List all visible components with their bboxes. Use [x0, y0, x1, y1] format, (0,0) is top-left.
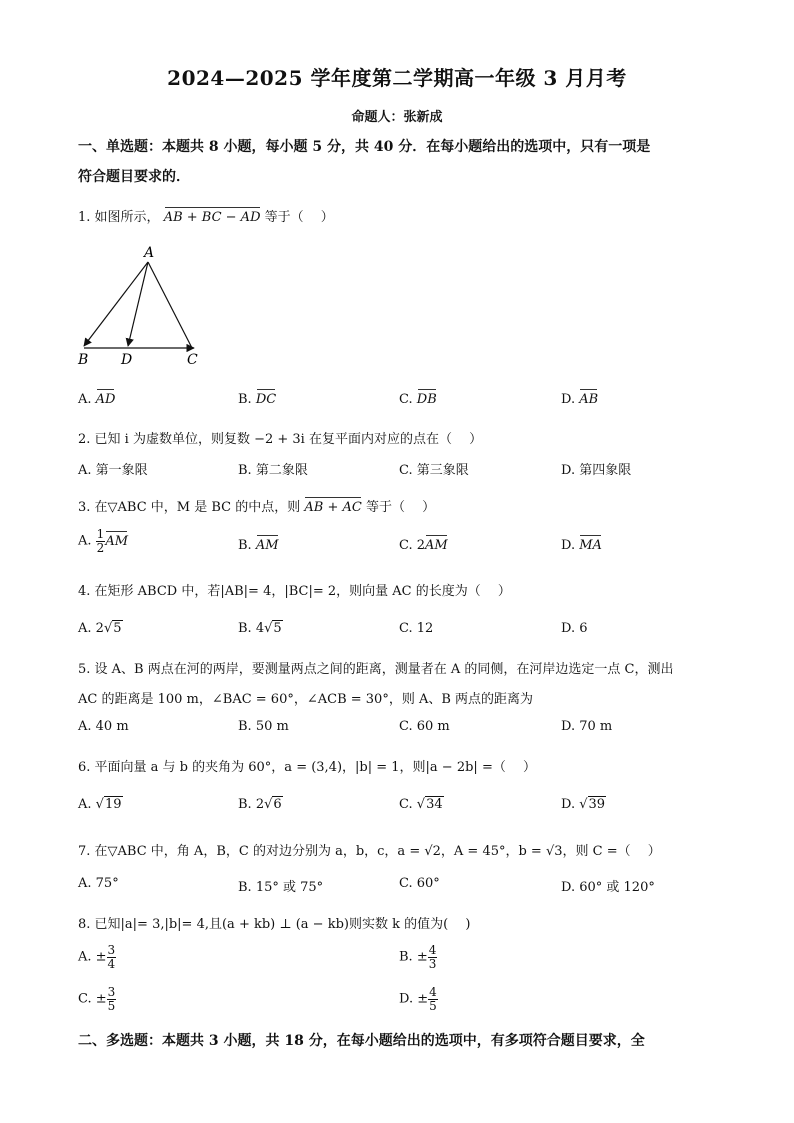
q4-option-b[interactable]: B. 4√5: [238, 621, 282, 636]
q1-triangle-figure: [74, 242, 214, 372]
q7-option-d[interactable]: D. 60° 或 120°: [561, 880, 655, 895]
q3-option-b[interactable]: B. AM: [238, 538, 279, 553]
q8-option-a[interactable]: A. ± $\frac{3}{4}$: [78, 943, 116, 971]
question-6: 6. 平面向量 a 与 b 的夹角为 60°，a = (3,4)，|b| = 1，则|a − 2b| =（ ）: [78, 760, 536, 775]
q3-expression: AB + AC: [304, 500, 362, 515]
section1-heading-line2: 符合题目要求的．: [78, 169, 190, 185]
vertex-label-d: D: [121, 352, 133, 368]
q5-option-a[interactable]: A. 40 m: [78, 719, 129, 734]
question-2: 2. 已知 i 为虚数单位，则复数 −2 + 3i 在复平面内对应的点在（ ）: [78, 432, 483, 447]
q6-option-a[interactable]: A. √19: [78, 797, 122, 812]
q8-option-c[interactable]: C. ± $\frac{3}{5}$: [78, 985, 116, 1013]
q1-option-d[interactable]: D. AB: [561, 392, 599, 407]
q7-option-b[interactable]: B. 15° 或 75°: [238, 880, 324, 895]
q5-option-d[interactable]: D. 70 m: [561, 719, 613, 734]
section2-heading-line1: 二、多选题：本题共 3 小题，共 18 分，在每小题给出的选项中，有多项符合题目要求，全: [78, 1033, 645, 1049]
q7-option-c[interactable]: C. 60°: [399, 876, 440, 891]
q1-suffix: 等于（ ）: [264, 210, 334, 225]
q3-option-a[interactable]: A. $\frac{1}{2}$ AM: [78, 527, 129, 555]
q2-option-b[interactable]: B. 第二象限: [238, 463, 308, 478]
q3-option-c[interactable]: C. 2AM: [399, 538, 448, 553]
q8-option-d[interactable]: D. ± $\frac{4}{5}$: [399, 985, 437, 1013]
q7-option-a[interactable]: A. 75°: [78, 876, 119, 891]
vertex-label-c: C: [187, 352, 198, 368]
q3-option-d[interactable]: D. MA: [561, 538, 602, 553]
q3-option-a-fraction: $\frac{1}{2}$: [96, 527, 105, 555]
q6-option-b[interactable]: B. 2√6: [238, 797, 282, 812]
question-3: [78, 496, 435, 515]
q4-option-a[interactable]: A. 2√5: [78, 621, 122, 636]
exam-author: 命题人：张新成: [351, 110, 443, 125]
q5-option-b[interactable]: B. 50 m: [238, 719, 289, 734]
question-8: 8. 已知|a|= 3,|b|= 4,且(a + kb) ⊥ (a − kb)则实数 k 的值为( ): [78, 917, 471, 932]
q2-option-d[interactable]: D. 第四象限: [561, 463, 632, 478]
q3-suffix: 等于（ ）: [365, 500, 436, 515]
q1-option-c[interactable]: C. DB: [399, 392, 437, 407]
q8-option-d-fraction: $\frac{4}{5}$: [429, 985, 437, 1013]
question-5-line2: AC 的距离是 100 m，∠BAC = 60°，∠ACB = 30°，则 A、B 两点的距离为: [78, 692, 534, 707]
side-ac-line: [148, 262, 192, 348]
q8-option-a-fraction: $\frac{3}{4}$: [107, 943, 116, 971]
q8-option-c-fraction: $\frac{3}{5}$: [107, 985, 116, 1013]
q6-option-c[interactable]: C. √34: [399, 797, 443, 812]
question-1: [78, 206, 334, 225]
question-4: 4. 在矩形 ABCD 中，若|AB|= 4，|BC|= 2，则向量 AC 的长度为（ ）: [78, 584, 511, 599]
question-7: 7. 在▽ABC 中，角 A，B，C 的对边分别为 a，b，c，a = √2，A = 45°，b = √3，则 C =（ ）: [78, 844, 661, 859]
q5-option-c[interactable]: C. 60 m: [399, 719, 450, 734]
q2-option-c[interactable]: C. 第三象限: [399, 463, 469, 478]
question-5-line1: 5. 设 A、B 两点在河的两岸，要测量两点之间的距离，测量者在 A 的同侧，在河岸边选定一点 C，测出: [78, 662, 674, 677]
q3-prefix: 3. 在▽ABC 中，M 是 BC 的中点，则: [78, 500, 301, 515]
q4-option-c[interactable]: C. 12: [399, 621, 434, 636]
exam-title: 2024—2025 学年度第二学期高一年级 3 月月考: [167, 66, 627, 90]
section1-heading-line1: 一、单选题：本题共 8 小题，每小题 5 分，共 40 分．在每小题给出的选项中，只有一项是: [78, 139, 651, 155]
q8-option-b[interactable]: B. ± $\frac{4}{3}$: [399, 943, 437, 971]
q8-option-b-fraction: $\frac{4}{3}$: [428, 943, 437, 971]
vertex-label-b: B: [78, 352, 89, 368]
vertex-label-a: A: [144, 245, 155, 261]
q1-option-b[interactable]: B. DC: [238, 392, 277, 407]
q6-option-d[interactable]: D. √39: [561, 797, 606, 812]
q4-option-d[interactable]: D. 6: [561, 621, 588, 636]
q1-option-a[interactable]: A. AD: [78, 392, 116, 407]
q2-option-a[interactable]: A. 第一象限: [78, 463, 148, 478]
q1-expression: AB + BC − AD: [163, 210, 261, 225]
q1-prefix: 1. 如图所示，: [78, 210, 160, 225]
